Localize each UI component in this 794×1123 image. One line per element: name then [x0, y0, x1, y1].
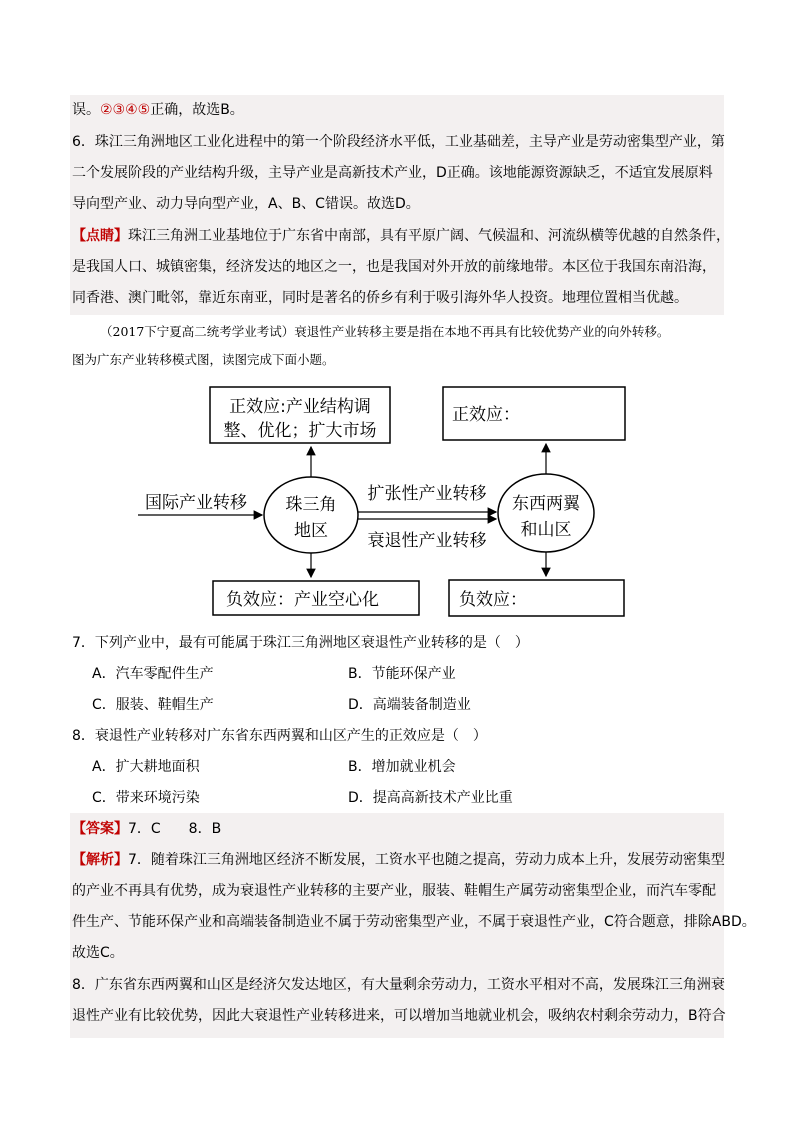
q7-option-b[interactable]: B．节能环保产业: [348, 666, 456, 682]
q8-option-d[interactable]: D．提高高新技术产业比重: [348, 790, 513, 806]
analysis-line-1: 【解析】7．随着珠江三角洲地区经济不断发展，工资水平也随之提高，劳动力成本上升，发展劳动密集型: [72, 852, 725, 868]
q7-option-c[interactable]: C．服装、鞋帽生产: [92, 697, 214, 713]
circled-numbers: ②③④⑤: [100, 102, 151, 118]
right-circle-line-1: 东西两翼: [512, 494, 580, 514]
q6-analysis-line-3: 导向型产业、动力导向型产业，A、B、C错误。故选D。: [72, 196, 420, 212]
expand-transfer-label: 扩张性产业转移: [367, 484, 487, 504]
analysis-label: 【解析】: [72, 852, 128, 868]
q6-analysis-line-2: 二个发展阶段的产业结构升级，主导产业是高新技术产业，D正确。该地能源资源缺乏，不适宜发展原料: [72, 165, 713, 181]
international-label: 国际产业转移: [145, 493, 247, 513]
left-top-box-line-2: 整、优化；扩大市场: [223, 421, 377, 441]
industry-transfer-diagram: [0, 375, 794, 635]
analysis-line-3: 件生产、节能环保产业和高端装备制造业不属于劳动密集型产业，不属于衰退性产业，C符合题意，排除ABD。: [72, 914, 756, 930]
left-circle-line-2: 地区: [294, 521, 328, 541]
analysis-line-4: 故选C。: [72, 945, 124, 961]
intro-line-1: （2017下宁夏高二统考学业考试）衰退性产业转移主要是指在本地不再具有比较优势产业的向外转移。: [100, 324, 670, 339]
intro-line-2: 图为广东产业转移模式图，读图完成下面小题。: [72, 352, 335, 367]
q8-option-c[interactable]: C．带来环境污染: [92, 790, 200, 806]
tip-line-2: 是我国人口、城镇密集，经济发达的地区之一，也是我国对外开放的前缘地带。本区位于我国东南沿海，: [72, 259, 716, 275]
q8-option-b[interactable]: B．增加就业机会: [348, 759, 456, 775]
left-top-box-line-1: 正效应:产业结构调: [229, 397, 371, 417]
q8-option-a[interactable]: A．扩大耕地面积: [92, 759, 200, 775]
answer-text: 7．C 8．B: [128, 821, 222, 837]
q7-option-d[interactable]: D．高端装备制造业: [348, 697, 471, 713]
q7-stem: 7．下列产业中，最有可能属于珠江三角洲地区衰退性产业转移的是（ ）: [72, 635, 529, 651]
analysis-line-6: 退性产业有比较优势，因此大衰退性产业转移进来，可以增加当地就业机会，吸纳农村剩余劳动力，B符合: [72, 1008, 726, 1024]
left-bottom-box-text: 负效应：产业空心化: [226, 590, 379, 610]
right-bottom-box-text: 负效应：: [459, 590, 527, 610]
q7-option-a[interactable]: A．汽车零配件生产: [92, 666, 214, 682]
q6-analysis-line-1: 6．珠江三角洲地区工业化进程中的第一个阶段经济水平低，工业基础差，主导产业是劳动密集型产业，第: [72, 134, 725, 150]
answer-label: 【答案】: [72, 821, 128, 837]
analysis-line-5: 8．广东省东西两翼和山区是经济欠发达地区，有大量剩余劳动力，工资水平相对不高，发展珠江三角洲衰: [72, 977, 725, 993]
q8-stem: 8．衰退性产业转移对广东省东西两翼和山区产生的正效应是（ ）: [72, 728, 487, 744]
right-circle-line-2: 和山区: [520, 520, 572, 540]
left-circle: [264, 477, 358, 553]
tip-line-3: 同香港、澳门毗邻，靠近东南亚，同时是著名的侨乡有利于吸引海外华人投资。地理位置相当优越。: [72, 290, 688, 306]
tip-line-1: 【点睛】珠江三角洲工业基地位于广东省中南部，具有平原广阔、气候温和、河流纵横等优越的自然条件，: [72, 228, 730, 244]
analysis-line-2: 的产业不再具有优势，成为衰退性产业转移的主要产业，服装、鞋帽生产属劳动密集型企业，而汽车零配: [72, 883, 716, 899]
left-circle-line-1: 珠三角: [285, 495, 337, 515]
right-top-box-text: 正效应：: [452, 405, 520, 425]
decline-transfer-label: 衰退性产业转移: [367, 531, 487, 551]
tip-label: 【点睛】: [72, 228, 128, 244]
answer-line: [72, 819, 221, 839]
prev-answer-line-1: 误。②③④⑤正确，故选B。: [72, 102, 244, 118]
